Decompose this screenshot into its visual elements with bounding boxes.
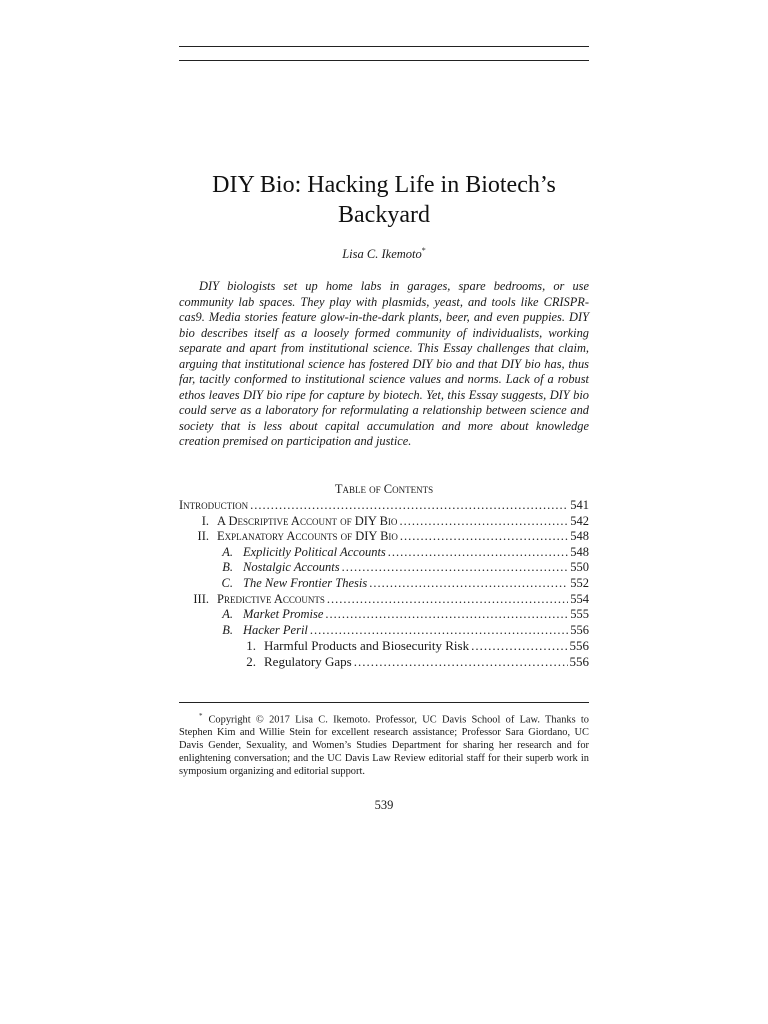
- toc-leader-dots: [250, 498, 568, 514]
- toc-entry: [179, 545, 589, 561]
- author-line: [179, 246, 589, 262]
- toc-entry-page: 554: [570, 591, 589, 606]
- toc-leader-dots: [369, 576, 568, 592]
- toc-entry-page: 550: [570, 560, 589, 575]
- toc-entry-page: 541: [570, 498, 589, 512]
- toc-leader-dots: [354, 654, 568, 670]
- toc-entry-label: Nostalgic Accounts: [243, 560, 340, 575]
- footnote-separator: [179, 702, 589, 703]
- footnote-mark: *: [199, 712, 203, 720]
- toc-entry-label: Explanatory Accounts of DIY Bio: [217, 529, 398, 544]
- toc-leader-dots: [400, 529, 568, 545]
- toc-entry: [179, 514, 589, 530]
- toc-entry: [179, 623, 589, 639]
- toc-leader-dots: [310, 623, 568, 639]
- toc-heading: Table of Contents: [334, 482, 434, 496]
- header-rule-top: [179, 46, 589, 47]
- toc-entry-page: 556: [570, 622, 589, 637]
- toc-entry-label: Introduction: [179, 498, 249, 512]
- toc-entry-number: B.: [222, 622, 233, 637]
- toc-entry-number: A.: [222, 607, 233, 622]
- toc-entry-number: 2.: [246, 653, 256, 669]
- toc-entry-number: C.: [221, 575, 233, 590]
- toc-entry-number: B.: [222, 560, 233, 575]
- toc-entry-number: I.: [201, 513, 209, 528]
- toc-entry-number: A.: [222, 544, 233, 559]
- toc-entry-page: 542: [570, 513, 589, 528]
- toc-entry-page: 548: [570, 529, 589, 544]
- toc-entry: [179, 529, 589, 545]
- page-number: 539: [374, 798, 394, 812]
- toc-entry-page: 556: [569, 653, 589, 669]
- toc-leader-dots: [325, 607, 568, 623]
- abstract: DIY biologists set up home labs in garages, spare bedrooms, or use community lab spaces. They play with plasmids, yeast, and tools like CRISPR-cas9. Media stories feature glow-in-the-dark plants, beer, and even puppies. DIY bio describes itself as a loosely formed community of individualists, working separate and apart from institutional science. This Essay challenges that claim, arguing that institutional science has fostered DIY bio and that DIY bio has, thus far, tacitly conformed to institutional science values and norms. Lack of a robust ethos leaves DIY bio ripe for capture by biotech. Yet, this Essay suggests, DIY bio could serve as a laboratory for reformulating a relationship between science and society that is less about capital accumulation and more about knowledge creation premised on participation and justice.: [179, 279, 589, 448]
- toc-entry: [179, 592, 589, 608]
- table-of-contents: [179, 498, 589, 670]
- toc-entry: [179, 654, 589, 670]
- toc-entry-label: Market Promise: [243, 607, 324, 622]
- toc-entry-number: II.: [197, 529, 209, 544]
- article-title-line-1: DIY Bio: Hacking Life in Biotech’s: [212, 172, 556, 198]
- footnote-text: Copyright © 2017 Lisa C. Ikemoto. Professor, UC Davis School of Law. Thanks to Stephen Kim and Willie Stein for excellent research assistance; Professor Sara Giordano, UC Davis Gender, Sexuality, and Women’s Studies Department for sharing her research and for enlightening conversation; and the UC Davis Law Review editorial staff for their superb work in symposium organizing and editorial support.: [179, 714, 589, 778]
- toc-entry-label: Explicitly Political Accounts: [243, 544, 386, 559]
- toc-entry: [179, 638, 589, 654]
- toc-entry-number: 1.: [246, 638, 256, 654]
- article-title: [179, 170, 589, 230]
- toc-entry-label: Hacker Peril: [243, 622, 308, 637]
- author-footnote-mark: *: [421, 246, 426, 255]
- footnote: [179, 710, 589, 778]
- toc-entry: [179, 576, 589, 592]
- toc-leader-dots: [342, 560, 569, 576]
- toc-entry-label: A Descriptive Account of DIY Bio: [217, 513, 398, 528]
- toc-leader-dots: [388, 545, 568, 561]
- toc-entry-label: The New Frontier Thesis: [243, 575, 368, 590]
- toc-entry-number: III.: [193, 591, 209, 606]
- toc-entry-label: Predictive Accounts: [217, 591, 325, 606]
- toc-leader-dots: [327, 592, 568, 608]
- toc-entry-page: 555: [570, 607, 589, 622]
- toc-entry: [179, 498, 589, 514]
- toc-entry-label: Regulatory Gaps: [264, 653, 352, 669]
- toc-entry: [179, 560, 589, 576]
- toc-entry-page: 556: [569, 638, 589, 654]
- toc-entry-page: 552: [570, 575, 589, 590]
- toc-entry-label: Harmful Products and Biosecurity Risk: [264, 638, 470, 654]
- article-title-line-2: Backyard: [338, 202, 430, 228]
- toc-entry-page: 548: [570, 544, 589, 559]
- toc-leader-dots: [471, 638, 567, 654]
- toc-entry: [179, 607, 589, 623]
- author-name: Lisa C. Ikemoto: [342, 247, 422, 262]
- header-rule-bottom: [179, 60, 589, 61]
- toc-leader-dots: [399, 514, 568, 530]
